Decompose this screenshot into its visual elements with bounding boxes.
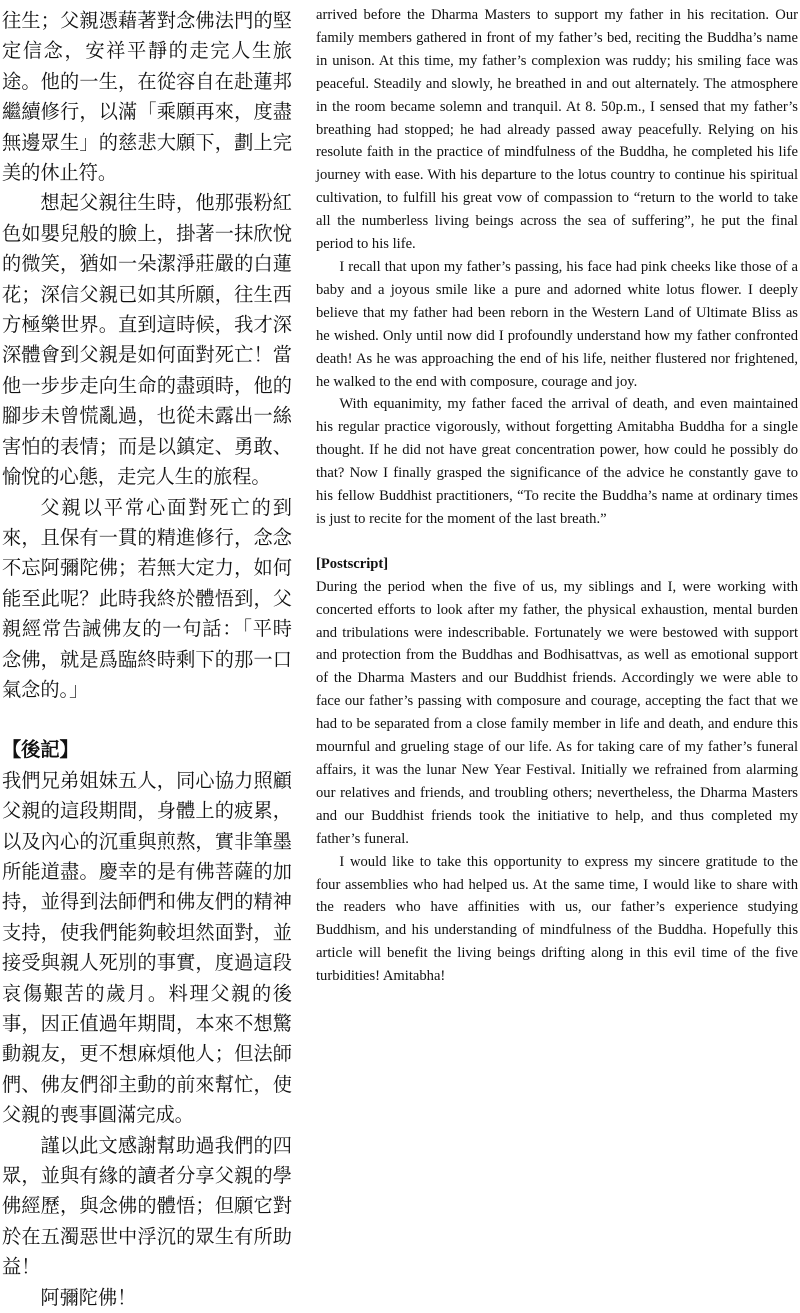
zh-paragraph-3: 父親以平常心面對死亡的到來，且保有一貫的精進修行，念念不忘阿彌陀佛；若無大定力，如何能至此呢？此時我終於體悟到，父親經常告誡佛友的一句話：「平時念佛，就是爲臨終時剩下的那一口氣念的。」 (2, 495, 292, 701)
zh-closing: 阿彌陀佛！ (40, 1285, 137, 1309)
zh-paragraph-1: 往生；父親憑藉著對念佛法門的堅定信念，安祥平靜的走完人生旅途。他的一生，在從容自在赴蓮邦繼續修行，以滿「乘願再來，度盡無邊眾生」的慈悲大願下，劃上完美的休止符。 (2, 9, 292, 185)
en-paragraph-4: During the period when the five of us, my siblings and I, were working with concerted efforts to look after my father, the physical exhaustion, mental burden and tribulations were indescribable. Fortunately we were bestowed with support and protection from the Buddhas and Bodhisattvas, as well as emotional support of the Dharma Masters and our Buddhist friends. Accordingly we were able to face our father’s passing with composure and courage, accepting the fact that we had to be separated from a close family member in life and death, and endure this mournful and grueling stage of our life. As for taking care of my father’s funeral affairs, it was the lunar New Year Festival. Initially we refrained from alarming our relatives and friends, and troubling others; nevertheless, the Dharma Masters and our Buddhist friends took the initiative to help, and thus completed my father’s funeral. (316, 578, 798, 847)
zh-paragraph-5: 謹以此文感謝幫助過我們的四眾，並與有緣的讀者分享父親的學佛經歷，與念佛的體悟；但願它對於在五濁惡世中浮沉的眾生有所助益！ (2, 1133, 292, 1279)
en-paragraph-1: arrived before the Dharma Masters to support my father in his recitation. Our family members gathered in front of my father’s bed, reciting the Buddha’s name in unison. At this time, my father’s complexion was ruddy; his smiling face was peaceful. Steadily and slowly, he breathed in and out alternately. The atmosphere in the room became solemn and tranquil. At 8. 50p.m., I sensed that my father’s breathing had stopped; he had already passed away peacefully. Relying on his resolute faith in the practice of mindfulness of the Buddha, he completed his life journey with ease. With his departure to the lotus country to continue his spiritual cultivation, to fulfill his great vow of compassion to “return to the world to take all the numberless living beings across the sea of suffering”, he put the final period to his life. (316, 7, 798, 253)
zh-postscript-heading: 【後記】 (2, 738, 79, 762)
zh-paragraph-2: 想起父親往生時，他那張粉紅色如嬰兒般的臉上，掛著一抹欣悅的微笑，猶如一朵潔淨莊嚴的白蓮花；深信父親已如其所願，往生西方極樂世界。直到這時候，我才深深體會到父親是如何面對死亡！當他一步步走向生命的盡頭時，他的腳步未曾慌亂過，也從未露出一絲害怕的表情；而是以鎮定、勇敢、愉悅的心態，走完人生的旅程。 (2, 191, 292, 489)
zh-paragraph-4: 我們兄弟姐妹五人，同心協力照顧父親的這段期間，身體上的疲累，以及內心的沉重與煎熬，實非筆墨所能道盡。慶幸的是有佛菩薩的加持，並得到法師們和佛友們的精神支持，使我們能夠較坦然面對，並接受與親人死別的事實，度過這段哀傷艱苦的歲月。料理父親的後事，因正值過年期間，本來不想驚動親友，更不想麻煩他人；但法師們、佛友們卻主動的前來幫忙，使父親的喪事圓滿完成。 (2, 768, 292, 1127)
en-paragraph-2: I recall that upon my father’s passing, his face had pink cheeks like those of a baby and a joyous smile like a pure and adorned white lotus flower. I deeply believe that my father had been reborn in the Western Land of Ultimate Bliss as he wished. Only until now did I profoundly understand how my father confronted death! As he was approaching the end of his life, neither flustered nor frightened, he walked to the end with composure, courage and joy. (316, 258, 798, 390)
en-postscript-heading: [Postscript] (316, 555, 389, 572)
en-paragraph-5: I would like to take this opportunity to express my sincere gratitude to the four assemblies who had helped us. At the same time, I would like to share with the readers who have affinities with us, our father’s experience studying Buddhism, and his understanding of mindfulness of the Buddha. Hopefully this article will benefit the living beings drifting along in this evil time of the five turbidities! Amitabha! (316, 853, 798, 985)
chinese-column (2, 6, 292, 1313)
en-paragraph-3: With equanimity, my father faced the arrival of death, and even maintained his regular practice vigorously, without forgetting Amitabha Buddha for a single thought. If he did not have great concentration power, how could he possibly do that? Now I finally grasped the significance of the advice he constantly gave to his fellow Buddhist practitioners, “To recite the Buddha’s name at ordinary times is just to recite for the moment of the last breath.” (316, 396, 798, 527)
en-section-gap (316, 531, 798, 553)
zh-section-gap (2, 705, 292, 735)
english-column (316, 4, 798, 988)
